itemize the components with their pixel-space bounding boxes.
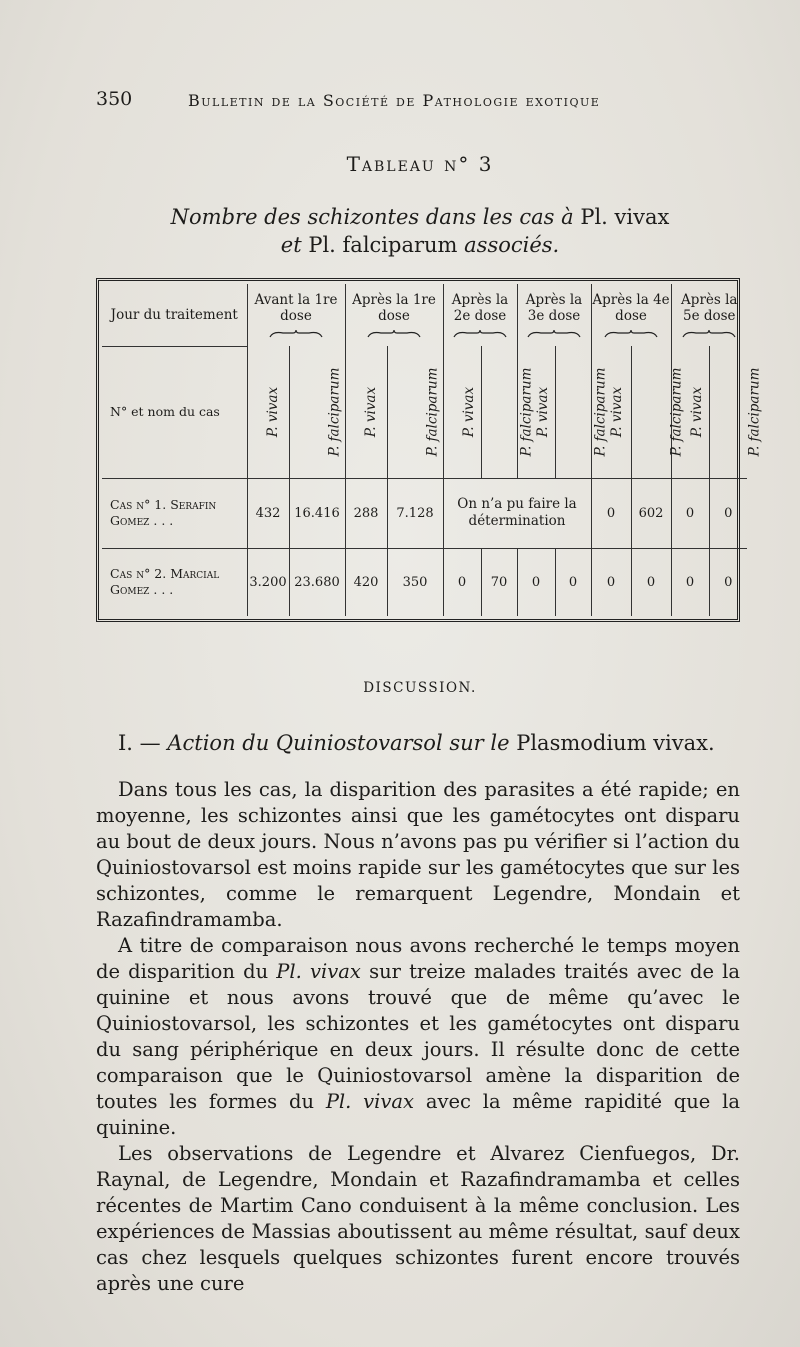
table-label: Tableau n° 3 xyxy=(346,152,494,176)
paragraph: Les observations de Legendre et Alvarez Cienfuegos, Dr. Raynal, de Legendre, Mondain et Razafindramamba et celles récentes de Martim Cano conduisent à la même conclusion. Les expériences de Massias aboutissent au même résultat, sauf deux cas chez lesquels quelques schizontes furent encore trouvés après une cure xyxy=(96,1142,740,1295)
group-header: Après la 5e dose xyxy=(671,284,747,346)
sub-header-falciparum: P. falciparum xyxy=(423,367,440,457)
page-header xyxy=(96,88,746,118)
cell: 432 xyxy=(247,478,289,548)
page-number: 350 xyxy=(96,88,133,110)
cell: 23.680 xyxy=(289,548,345,616)
merged-note-cell: On n’a pu faire la détermination xyxy=(443,478,591,548)
sub-header-vivax: P. vivax xyxy=(688,386,705,437)
body-text xyxy=(96,777,740,1297)
paragraph: Dans tous les cas, la disparition des parasites a été rapide; en moyenne, les schizontes ainsi que les gamétocytes ont disparu au bout de deux jours. Nous n’avons pas pu vérifier si l’action du Quiniostovarsol est moins rapide sur les gamétocytes que sur les schizontes, comme le remarquent Legendre, Mondain et Razafindramamba. xyxy=(96,778,740,931)
sub-header-vivax: P. vivax xyxy=(460,386,477,437)
table-caption-line2: et Pl. falciparum associés. xyxy=(280,233,560,257)
cell: 0 xyxy=(671,478,709,548)
cell: 0 xyxy=(671,548,709,616)
cell: 70 xyxy=(481,548,517,616)
group-header: Avant la 1re dose xyxy=(247,284,345,346)
paragraph: A titre de comparaison nous avons recherché le temps moyen de disparition du Pl. vivax sur treize malades traités avec de la quinine et nous avons trouvé que de même qu’avec le Quiniostovarsol, les schizontes et les gamétocytes ont disparu du sang périphérique en deux jours. Il résulte donc de cette comparaison que le Quiniostovarsol amène la disparition de toutes les formes du Pl. vivax avec la même rapidité que la quinine. xyxy=(96,934,740,1139)
sub-header-vivax: P. vivax xyxy=(608,386,625,437)
group-header: Après la 3e dose xyxy=(517,284,591,346)
sub-header-falciparum: P. falciparum xyxy=(517,367,534,457)
cell: 0 xyxy=(591,548,631,616)
table-caption-line1: Nombre des schizontes dans les cas à Pl. vivax xyxy=(170,205,670,229)
cell: 420 xyxy=(345,548,387,616)
cell: 0 xyxy=(517,548,555,616)
table-subheader-row xyxy=(102,346,747,478)
cell: 0 xyxy=(709,548,747,616)
sub-header-falciparum: P. falciparum xyxy=(745,367,762,457)
sub-header-falciparum: P. falciparum xyxy=(667,367,684,457)
running-title: Bulletin de la Société de Pathologie exotique xyxy=(188,91,601,110)
cell: 3.200 xyxy=(247,548,289,616)
row-label: Cas n° 2. Marcial Gomez . . . xyxy=(102,548,247,616)
discussion-heading: DISCUSSION. xyxy=(363,680,477,696)
sub-header-vivax: P. vivax xyxy=(534,386,551,437)
data-table-frame xyxy=(96,278,762,622)
row-label: Cas n° 1. Serafin Gomez . . . xyxy=(102,478,247,548)
cell: 16.416 xyxy=(289,478,345,548)
corner-top: Jour du traitement xyxy=(110,306,238,323)
sub-header-vivax: P. vivax xyxy=(362,386,379,437)
group-header: Après la 4e dose xyxy=(591,284,671,346)
cell: 350 xyxy=(387,548,443,616)
cell: 602 xyxy=(631,478,671,548)
section-heading: I. — Action du Quiniostovarsol sur le Plasmodium vivax. xyxy=(118,731,715,755)
data-table xyxy=(102,284,762,616)
table-header-row xyxy=(102,284,747,346)
sub-header-falciparum: P. falciparum xyxy=(325,367,342,457)
cell: 0 xyxy=(591,478,631,548)
group-header: Après la 2e dose xyxy=(443,284,517,346)
sub-header-vivax: P. vivax xyxy=(264,386,281,437)
sub-header-falciparum: P. falciparum xyxy=(591,367,608,457)
cell: 0 xyxy=(555,548,591,616)
corner-bottom: N° et nom du cas xyxy=(102,346,247,478)
cell: 0 xyxy=(443,548,481,616)
cell: 0 xyxy=(709,478,747,548)
cell: 288 xyxy=(345,478,387,548)
cell: 0 xyxy=(631,548,671,616)
table-row xyxy=(102,548,747,616)
table-row xyxy=(102,478,747,548)
group-header: Après la 1re dose xyxy=(345,284,443,346)
cell: 7.128 xyxy=(387,478,443,548)
